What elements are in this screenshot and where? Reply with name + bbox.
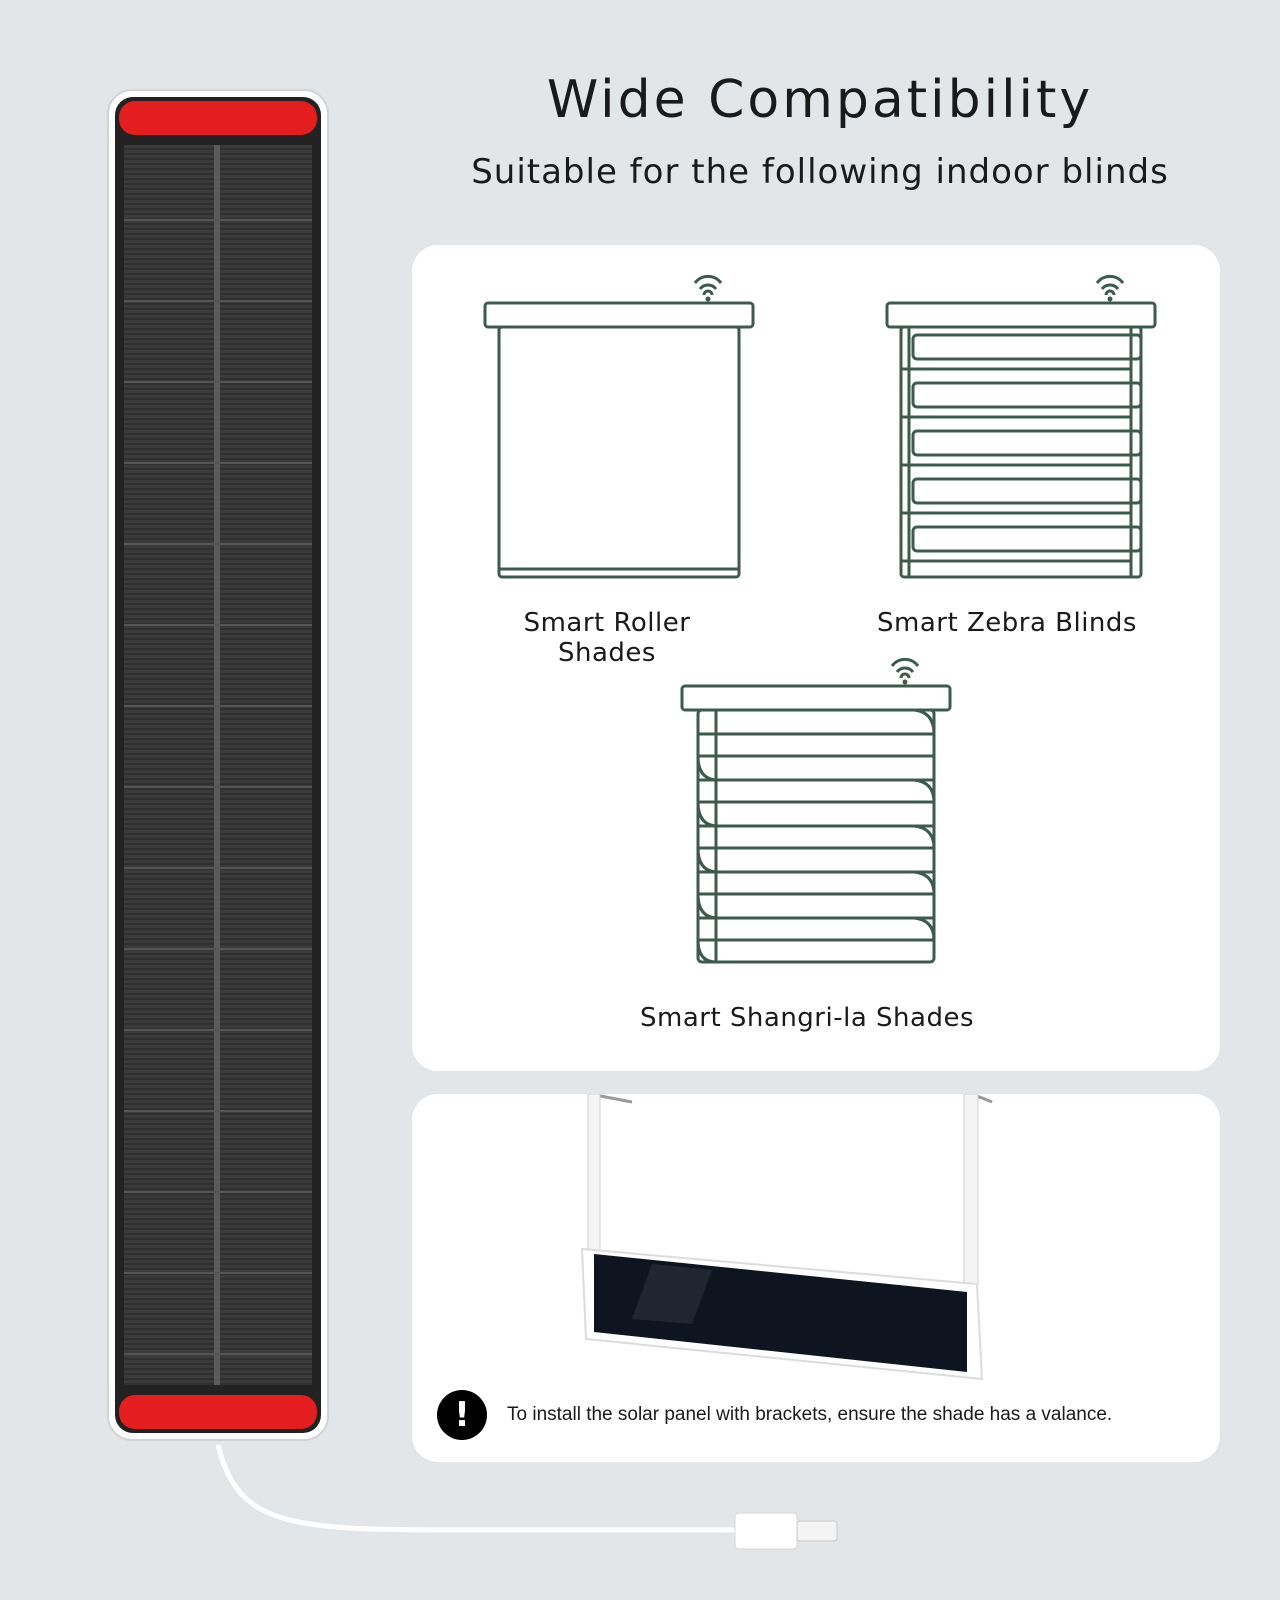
page-title: Wide Compatibility (546, 70, 1094, 130)
install-notice-text: To install the solar panel with brackets, ensure the shade has a valance. (507, 1404, 1113, 1425)
panel-bottom-cap (119, 1395, 317, 1429)
compatible-blinds-card (412, 245, 1220, 1071)
usb-c-connector-tip (797, 1521, 837, 1541)
shangri-la-shade-icon (674, 656, 954, 976)
blind-label-roller: Smart Roller Shades (523, 608, 691, 668)
zebra-blind-icon (879, 261, 1159, 581)
bracket-installation-image (572, 1094, 1032, 1394)
exclamation-icon: ! (437, 1390, 487, 1440)
installation-card (412, 1094, 1220, 1462)
panel-top-cap (119, 101, 317, 135)
install-notice (437, 1390, 1112, 1440)
blind-label-shangri-la: Smart Shangri-la Shades (640, 1003, 974, 1033)
usb-c-connector-body (735, 1513, 797, 1549)
blind-label-zebra: Smart Zebra Blinds (877, 608, 1137, 638)
roller-shade-icon (477, 261, 757, 581)
page-subtitle: Suitable for the following indoor blinds (471, 152, 1169, 192)
